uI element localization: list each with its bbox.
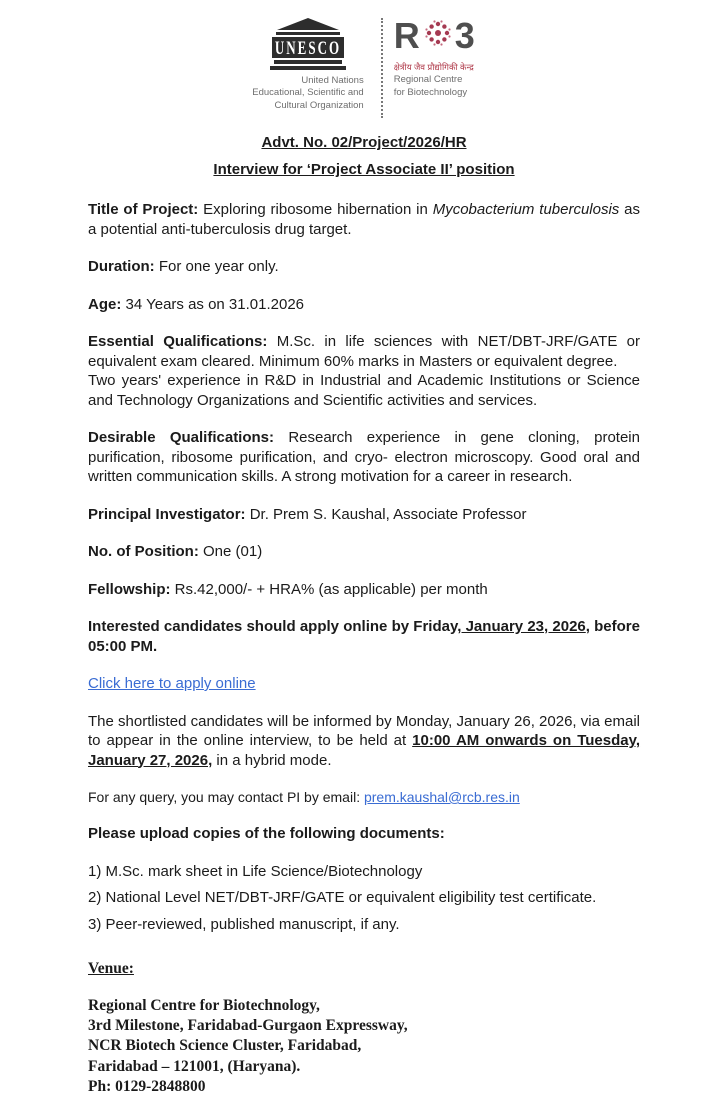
unesco-pediment-shape bbox=[277, 18, 339, 30]
shortlist-text-post: in a hybrid mode. bbox=[212, 751, 332, 769]
desirable-qualifications-text: Research experience in gene cloning, protein purification, ribosome purification, and cryo- electron microscopy. Good oral and written communication skills. A strong motivation for a career in research. bbox=[88, 429, 640, 485]
shortlist-paragraph bbox=[88, 712, 640, 771]
document-item-1: 1) M.Sc. mark sheet in Life Science/Biotechnology bbox=[88, 862, 423, 880]
age-paragraph bbox=[88, 295, 640, 315]
rcb-caption bbox=[394, 74, 467, 99]
positions-label: No. of Position: bbox=[88, 543, 199, 560]
venue-address bbox=[88, 996, 640, 1097]
venue-address-line: NCR Biotech Science Cluster, Faridabad, bbox=[88, 1037, 362, 1055]
document-item-2: 2) National Level NET/DBT-JRF/GATE or equivalent eligibility test certificate. bbox=[88, 889, 597, 907]
age-text: 34 Years as on 31.01.2026 bbox=[121, 295, 305, 313]
project-title-text-post: as a potential anti-tuberculosis drug target. bbox=[88, 201, 641, 238]
desirable-qualifications-paragraph bbox=[88, 428, 640, 487]
fellowship-paragraph bbox=[88, 580, 640, 600]
positions-text: One (01) bbox=[198, 543, 263, 560]
fellowship-text: Rs.42,000/- + HRA% (as applicable) per month bbox=[170, 580, 488, 598]
project-title-paragraph bbox=[88, 200, 640, 239]
project-title-text-pre: Exploring ribosome hibernation in bbox=[198, 201, 433, 218]
shortlist-text-pre: The shortlisted candidates will be informed by Monday, January 26, 2026, via email to appear in the online interview, to be held at bbox=[88, 712, 640, 749]
unesco-caption-line: United Nations bbox=[301, 75, 364, 86]
rcb-logo bbox=[393, 15, 476, 56]
essential-qualifications-line1: M.Sc. in life sciences with NET/DBT-JRF/GATE or equivalent exam cleared. Minimum 60% marks in Masters or equivalent degree. bbox=[88, 333, 641, 370]
unesco-letterbox bbox=[272, 37, 344, 58]
unesco-base-step1 bbox=[274, 60, 342, 64]
rcb-letter-r: R bbox=[393, 15, 421, 56]
age-label: Age: bbox=[88, 295, 122, 313]
header-logos bbox=[88, 15, 640, 118]
essential-qualifications-line2: Two years' experience in R&D in Industrial and Academic Institutions or Science and Technology Organizations and Scientific activities and services. bbox=[88, 372, 640, 409]
project-title-organism: Mycobacterium tuberculosis bbox=[432, 201, 620, 218]
principal-investigator-label: Principal Investigator: bbox=[88, 505, 246, 523]
interview-datetime: 10:00 AM onwards on Tuesday, January 27, 2026, bbox=[88, 732, 641, 769]
unesco-logo-block bbox=[252, 18, 363, 112]
query-paragraph bbox=[88, 788, 640, 806]
rcb-letter-b: 3 bbox=[454, 15, 476, 56]
principal-investigator-text: Dr. Prem S. Kaushal, Associate Professor bbox=[245, 505, 527, 523]
rcb-caption-line: for Biotechnology bbox=[393, 86, 468, 98]
venue-address-line: Regional Centre for Biotechnology, bbox=[88, 997, 320, 1015]
deadline-paragraph bbox=[88, 617, 640, 656]
documents-list bbox=[88, 862, 640, 935]
duration-text: For one year only. bbox=[154, 258, 279, 275]
rcb-logo-block bbox=[393, 15, 476, 99]
page-title: Interview for ‘Project Associate II’ position bbox=[213, 161, 515, 178]
rcb-caption-line: Regional Centre bbox=[393, 74, 463, 86]
pi-email-link[interactable]: prem.kaushal@rcb.res.in bbox=[363, 789, 520, 805]
advert-body bbox=[88, 200, 640, 1097]
document-item-3: 3) Peer-reviewed, published manuscript, if any. bbox=[88, 915, 400, 933]
unesco-base-step2 bbox=[270, 66, 346, 70]
rcb-hindi-caption: क्षेत्रीय जैव प्रौद्योगिकी केन्द्र bbox=[393, 62, 474, 72]
venue-phone: Ph: 0129-2848800 bbox=[88, 1077, 206, 1095]
unesco-caption-line: Educational, Scientific and bbox=[252, 87, 364, 99]
venue-address-line: Faridabad – 121001, (Haryana). bbox=[88, 1057, 301, 1075]
unesco-logo-text: UNESCO bbox=[274, 36, 342, 59]
deadline-date: , January 23, 2026 bbox=[457, 618, 586, 635]
deadline-text-pre: Interested candidates should apply online by Friday bbox=[88, 618, 458, 635]
unesco-entablature-shape bbox=[276, 32, 340, 35]
title-block bbox=[88, 134, 640, 178]
positions-paragraph bbox=[88, 542, 640, 562]
fellowship-label: Fellowship: bbox=[88, 580, 171, 598]
unesco-temple-icon bbox=[270, 18, 346, 70]
essential-qualifications-paragraph bbox=[88, 332, 640, 410]
deadline-text-post: , before 05:00 PM. bbox=[88, 618, 640, 655]
duration-paragraph bbox=[88, 257, 640, 277]
duration-label: Duration: bbox=[88, 258, 155, 275]
upload-heading: Please upload copies of the following documents: bbox=[88, 825, 445, 843]
principal-investigator-paragraph bbox=[88, 505, 640, 525]
project-title-label: Title of Project: bbox=[88, 201, 199, 218]
rcb-flower-icon bbox=[423, 18, 453, 54]
desirable-qualifications-label: Desirable Qualifications: bbox=[88, 429, 275, 446]
essential-qualifications-label: Essential Qualifications: bbox=[88, 333, 268, 350]
unesco-caption-line: Cultural Organization bbox=[274, 99, 364, 111]
apply-online-link[interactable]: Click here to apply online bbox=[88, 675, 256, 692]
unesco-caption bbox=[252, 75, 363, 112]
query-text: For any query, you may contact PI by email: bbox=[88, 789, 364, 805]
advt-number: Advt. No. 02/Project/2026/HR bbox=[261, 134, 467, 151]
venue-address-line: 3rd Milestone, Faridabad-Gurgaon Expressway, bbox=[88, 1017, 408, 1035]
logo-divider bbox=[381, 18, 383, 118]
apply-link-paragraph bbox=[88, 674, 640, 694]
venue-heading: Venue: bbox=[88, 960, 134, 978]
